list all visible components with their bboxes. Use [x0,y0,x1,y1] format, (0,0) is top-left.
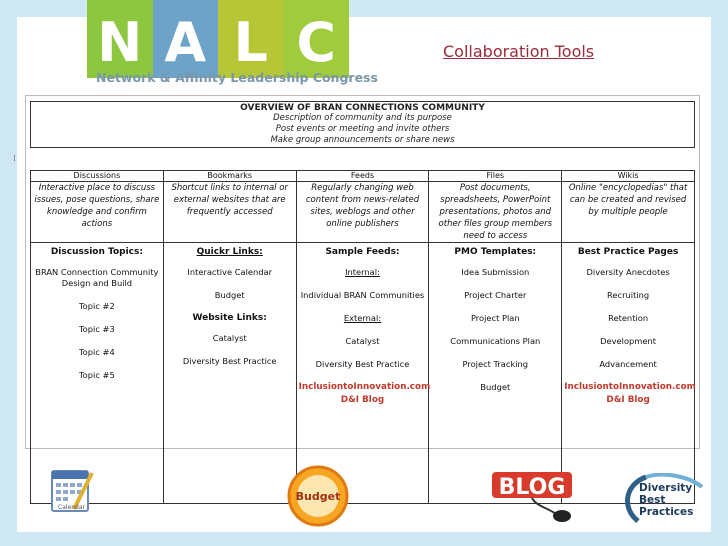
desc-bookmarks: Shortcut links to internal or external websites that are frequently accessed [163,182,296,243]
section-title: Sample Feeds: [325,247,400,257]
section-title [166,247,294,257]
link-inclusion[interactable]: InclusiontoInnovation.com [298,382,431,392]
list-item[interactable]: Topic #5 [79,370,115,380]
link-inclusion[interactable]: InclusiontoInnovation.com [564,382,696,392]
budget-icon[interactable] [286,465,350,527]
logo-subtitle: Network & Affinity Leadership Congress [96,70,378,85]
section-title-text: Quickr Links: [196,247,263,257]
list-item[interactable]: Retention [608,313,649,323]
logo-letter-n: N [87,0,153,78]
body-wikis [562,243,695,504]
overview-line: Description of community and its purpose [273,113,452,123]
body-bookmarks [163,243,296,504]
link-di-blog[interactable]: D&I Blog [340,395,385,405]
header-discussions: Discussions [31,171,164,182]
dbp-line: Practices [639,506,694,518]
desc-files: Post documents, spreadsheets, PowerPoint presentations, photos and other files group members need to access [429,182,562,243]
list-item[interactable]: Budget [480,382,511,392]
table-body-row [31,243,695,504]
overview-title: OVERVIEW OF BRAN CONNECTIONS COMMUNITY [240,103,485,113]
header-files: Files [429,171,562,182]
section-title: Discussion Topics: [50,247,143,257]
subsection-title: External: [343,313,382,323]
list-item[interactable]: Topic #4 [79,347,115,357]
logo-letter-a: A [153,0,219,78]
list-item[interactable]: Diversity Best Practice [315,359,410,369]
list-item[interactable]: Development [600,336,657,346]
slide-title: Collaboration Tools [443,42,595,61]
paragraph-marker: ⁞ [13,154,16,164]
list-item[interactable]: Diversity Best Practice [182,356,277,366]
subsection-title: Internal: [345,267,380,277]
desc-discussions: Interactive place to discuss issues, pose questions, share knowledge and confirm actions [31,182,164,243]
dbp-line: Diversity [639,482,693,494]
header-bookmarks: Bookmarks [163,171,296,182]
desc-wikis: Online "encyclopedias" that can be created and revised by multiple people [562,182,695,243]
list-item[interactable]: Catalyst [212,333,247,343]
list-item[interactable]: Budget [214,290,245,300]
frame-right [711,0,728,546]
blog-label: BLOG [498,475,566,500]
list-item[interactable]: Interactive Calendar [187,267,273,277]
logo-letter-l: L [218,0,284,78]
frame-bottom [0,532,728,546]
list-item[interactable]: Catalyst [345,336,380,346]
header-feeds: Feeds [296,171,429,182]
body-files [429,243,562,504]
budget-label: Budget [295,490,341,503]
list-item[interactable]: Idea Submission [461,267,530,277]
list-item[interactable]: Topic #3 [79,324,115,334]
list-item[interactable]: Topic #2 [79,301,115,311]
nalc-logo [87,0,349,78]
list-item[interactable]: Project Charter [464,290,527,300]
frame-left [0,0,17,546]
calendar-icon[interactable] [48,465,94,517]
overview-table-panel [13,95,700,449]
blog-icon[interactable] [490,470,576,524]
list-item[interactable]: Project Tracking [462,359,529,369]
list-item[interactable]: BRAN Connection Community Design and Build [35,267,159,288]
link-di-blog[interactable]: D&I Blog [606,395,650,405]
section-title: Best Practice Pages [577,247,679,257]
table-header-row [31,171,695,182]
desc-feeds: Regularly changing web content from news-related sites, weblogs and other online publishers [296,182,429,243]
section-title: Website Links: [192,313,267,323]
logo-letter-c: C [284,0,350,78]
dbp-text [639,482,693,518]
header-wikis: Wikis [562,171,695,182]
list-item[interactable]: Individual BRAN Communities [300,290,425,300]
dbp-line: Best [639,494,666,506]
list-item[interactable]: Diversity Anecdotes [586,267,670,277]
list-item[interactable]: Project Plan [470,313,520,323]
table-description-row [31,182,695,243]
list-item[interactable]: Communications Plan [450,336,541,346]
tools-table [30,170,695,504]
section-title: PMO Templates: [454,247,537,257]
overview-line: Post events or meeting and invite others [275,124,450,134]
list-item[interactable]: Advancement [599,359,657,369]
list-item[interactable]: Recruiting [607,290,650,300]
overview-box [30,101,695,148]
calendar-label: Calendar [58,504,85,511]
overview-line: Make group announcements or share news [270,135,455,145]
